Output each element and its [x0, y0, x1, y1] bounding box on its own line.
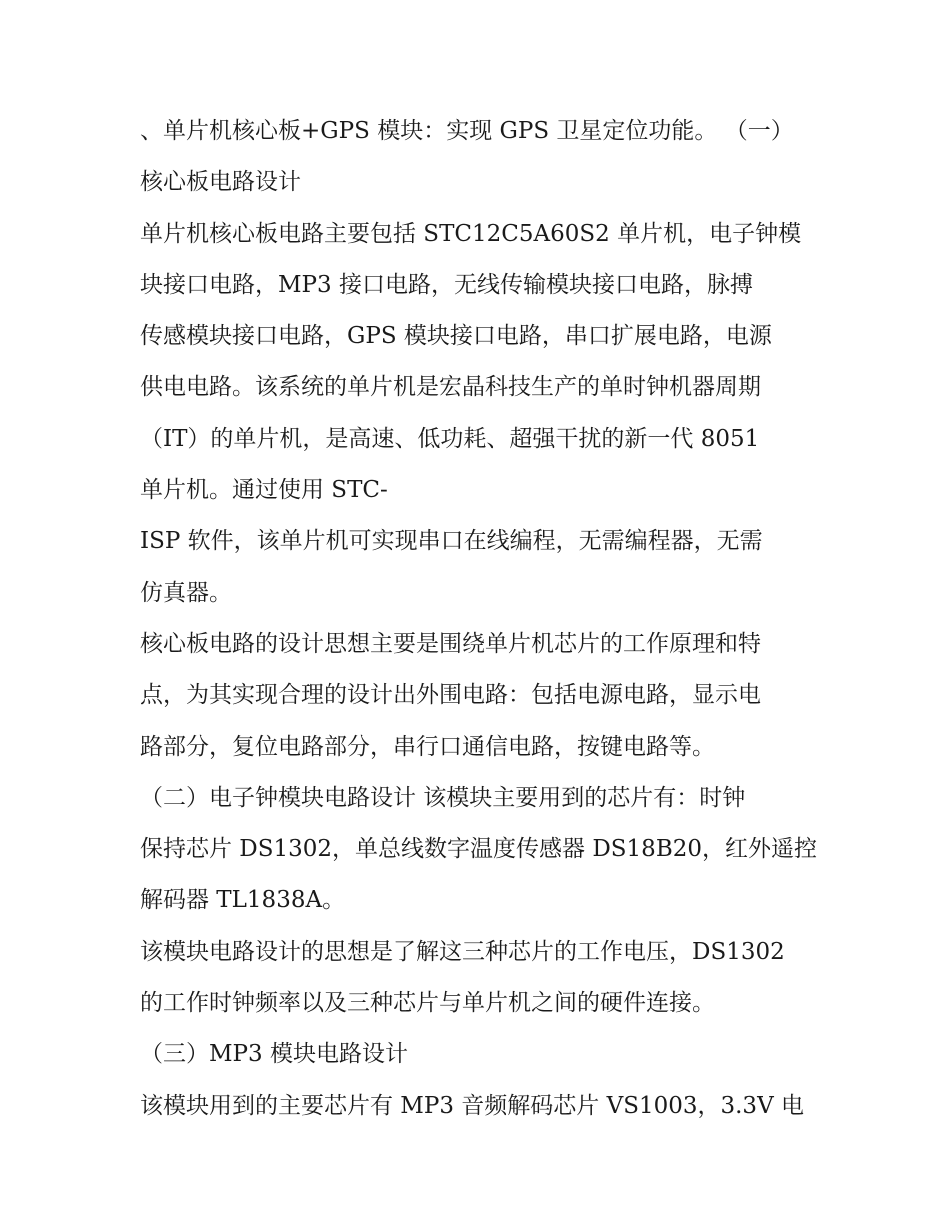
- text-line: 该模块电路设计的思想是了解这三种芯片的工作电压，DS1302: [140, 938, 785, 965]
- text-line: 的工作时钟频率以及三种芯片与单片机之间的硬件连接。: [140, 990, 715, 1017]
- text-line: （IT）的单片机，是高速、低功耗、超强干扰的新一代 8051: [140, 425, 760, 452]
- document-body: [140, 106, 820, 1132]
- section-heading-core-board: 核心板电路设计: [140, 169, 301, 196]
- text-line: 单片机。通过使用 STC-: [140, 477, 388, 504]
- section-heading-mp3-module: （三）MP3 模块电路设计: [140, 1041, 408, 1068]
- text-line: 仿真器。: [140, 579, 232, 606]
- text-line: 传感模块接口电路，GPS 模块接口电路，串口扩展电路，电源: [140, 323, 772, 350]
- text-line: 供电电路。该系统的单片机是宏晶科技生产的单时钟机器周期: [140, 374, 761, 401]
- text-line: 点，为其实现合理的设计出外围电路：包括电源电路，显示电: [140, 682, 761, 709]
- text-line: 路部分，复位电路部分，串行口通信电路，按键电路等。: [140, 733, 715, 760]
- text-line: 、单片机核心板+GPS 模块：实现 GPS 卫星定位功能。 （一）: [140, 118, 794, 144]
- text-line: 该模块用到的主要芯片有 MP3 音频解码芯片 VS1003，3.3V 电: [140, 1092, 804, 1119]
- text-line: 保持芯片 DS1302，单总线数字温度传感器 DS18B20，红外遥控: [140, 836, 817, 863]
- text-line: 解码器 TL1838A。: [140, 887, 346, 914]
- text-line: 块接口电路，MP3 接口电路，无线传输模块接口电路，脉搏: [140, 271, 753, 298]
- text-line: ISP 软件，该单片机可实现串口在线编程，无需编程器，无需: [140, 528, 763, 555]
- section-heading-clock-module: （二）电子钟模块电路设计 该模块主要用到的芯片有：时钟: [140, 784, 746, 811]
- text-line: 单片机核心板电路主要包括 STC12C5A60S2 单片机，电子钟模: [140, 220, 802, 247]
- text-line: 核心板电路的设计思想主要是围绕单片机芯片的工作原理和特: [140, 630, 761, 657]
